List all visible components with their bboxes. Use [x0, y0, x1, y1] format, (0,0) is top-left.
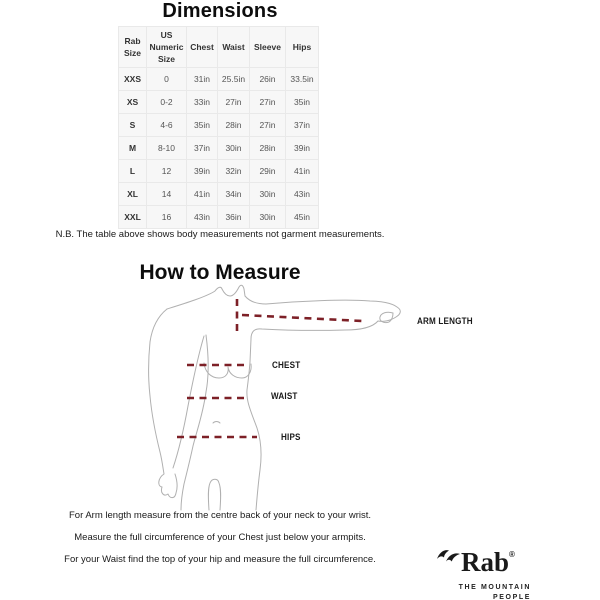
tagline-line1: THE MOUNTAIN [458, 584, 531, 591]
hips-cell: 35in [286, 91, 319, 114]
hips-cell: 37in [286, 114, 319, 137]
chest-cell: 43in [187, 206, 218, 229]
table-header-row [119, 27, 319, 68]
table-footnote: N.B. The table above shows body measurements not garment measurements. [55, 229, 385, 240]
size-cell: XS [119, 91, 147, 114]
measuring-instructions [0, 511, 440, 577]
column-header: Rab Size [119, 27, 147, 68]
table-row [119, 160, 319, 183]
hips-cell: 33.5in [286, 68, 319, 91]
table-row [119, 137, 319, 160]
sleeve-cell: 27in [250, 91, 286, 114]
column-header: Sleeve [250, 27, 286, 68]
waist-cell: 32in [218, 160, 250, 183]
hips-label: HIPS [281, 432, 301, 442]
rab-logo [436, 540, 531, 600]
size-cell: XXL [119, 206, 147, 229]
sleeve-cell: 29in [250, 160, 286, 183]
waist-cell: 25.5in [218, 68, 250, 91]
chest-label: CHEST [272, 360, 301, 370]
sleeve-cell: 30in [250, 206, 286, 229]
page-title: Dimensions [162, 0, 278, 22]
us-size-cell: 4-6 [147, 114, 187, 137]
hips-cell: 39in [286, 137, 319, 160]
sleeve-cell: 28in [250, 137, 286, 160]
us-size-cell: 14 [147, 183, 187, 206]
hips-cell: 43in [286, 183, 319, 206]
chest-cell: 37in [187, 137, 218, 160]
arm-length-label: ARM LENGTH [417, 316, 473, 326]
table-row [119, 91, 319, 114]
column-header: Hips [286, 27, 319, 68]
hips-cell: 45in [286, 206, 319, 229]
us-size-cell: 0-2 [147, 91, 187, 114]
column-header: Chest [187, 27, 218, 68]
sleeve-cell: 27in [250, 114, 286, 137]
chest-cell: 33in [187, 91, 218, 114]
waist-cell: 36in [218, 206, 250, 229]
chest-cell: 39in [187, 160, 218, 183]
registered-mark: ® [509, 550, 515, 559]
waist-cell: 34in [218, 183, 250, 206]
waist-cell: 30in [218, 137, 250, 160]
column-header: Waist [218, 27, 250, 68]
instruction-chest: Measure the full circumference of your Chest just below your armpits. [74, 532, 366, 543]
size-cell: S [119, 114, 147, 137]
table-row [119, 183, 319, 206]
table-row [119, 114, 319, 137]
rab-tagline [436, 583, 531, 600]
rab-bird-icon [436, 547, 461, 565]
rab-wordmark: Rab® [461, 547, 515, 577]
hips-cell: 41in [286, 160, 319, 183]
tagline-line2: PEOPLE [493, 594, 531, 600]
waist-cell: 27in [218, 91, 250, 114]
waist-cell: 28in [218, 114, 250, 137]
instruction-arm: For Arm length measure from the centre back of your neck to your wrist. [68, 510, 371, 521]
section-title-how-to-measure: How to Measure [139, 261, 301, 284]
arm-length-dash [242, 315, 362, 321]
table-row [119, 206, 319, 229]
waist-label: WAIST [271, 391, 298, 401]
size-cell: XXS [119, 68, 147, 91]
size-cell: XL [119, 183, 147, 206]
chest-cell: 35in [187, 114, 218, 137]
us-size-cell: 8-10 [147, 137, 187, 160]
instruction-waist: For your Waist find the top of your hip and measure the full circumference. [64, 554, 376, 565]
size-cell: L [119, 160, 147, 183]
size-cell: M [119, 137, 147, 160]
sleeve-cell: 30in [250, 183, 286, 206]
chest-cell: 41in [187, 183, 218, 206]
us-size-cell: 0 [147, 68, 187, 91]
size-chart-table [118, 26, 319, 229]
us-size-cell: 12 [147, 160, 187, 183]
sleeve-cell: 26in [250, 68, 286, 91]
column-header: US Numeric Size [147, 27, 187, 68]
table-row [119, 68, 319, 91]
chest-cell: 31in [187, 68, 218, 91]
us-size-cell: 16 [147, 206, 187, 229]
